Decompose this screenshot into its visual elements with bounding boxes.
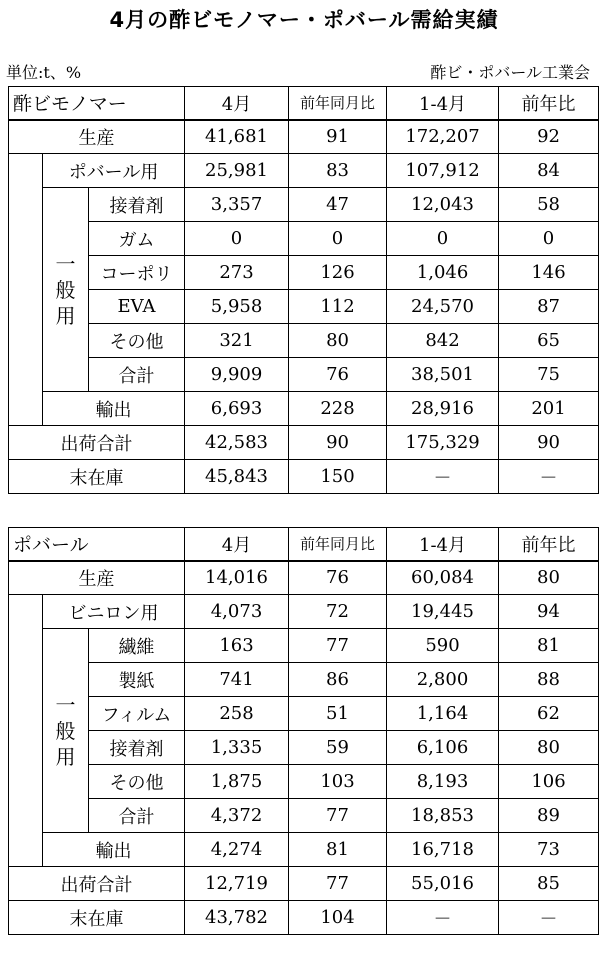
cell: 4,274 <box>185 833 289 867</box>
cell: 18,853 <box>387 799 499 833</box>
cell: 9,909 <box>185 358 289 392</box>
general-use-char: 用 <box>55 303 76 328</box>
table-row <box>9 154 599 188</box>
cell: 94 <box>499 595 599 629</box>
cell: 5,958 <box>185 290 289 324</box>
poval-table <box>8 527 599 935</box>
row-label: 合計 <box>89 358 185 392</box>
cell: 77 <box>289 867 387 901</box>
cell: 590 <box>387 629 499 663</box>
cell: 12,043 <box>387 188 499 222</box>
cell: 72 <box>289 595 387 629</box>
cell: 2,800 <box>387 663 499 697</box>
row-label: 生産 <box>9 561 185 595</box>
monomer-table <box>8 86 599 494</box>
cell: 321 <box>185 324 289 358</box>
cell: 104 <box>289 901 387 935</box>
cell: 0 <box>185 222 289 256</box>
cell: 106 <box>499 765 599 799</box>
cell: 87 <box>499 290 599 324</box>
cell: － <box>387 901 499 935</box>
cell: 25,981 <box>185 154 289 188</box>
table-row <box>9 901 599 935</box>
cell: 80 <box>289 324 387 358</box>
cell: 90 <box>499 426 599 460</box>
cell: 92 <box>499 120 599 154</box>
cell: 6,106 <box>387 731 499 765</box>
cell: 77 <box>289 629 387 663</box>
cell: 38,501 <box>387 358 499 392</box>
cell: 741 <box>185 663 289 697</box>
row-label: 末在庫 <box>9 460 185 494</box>
cell: 75 <box>499 358 599 392</box>
row-label: 生産 <box>9 120 185 154</box>
table-header-row <box>9 528 599 561</box>
cell: 146 <box>499 256 599 290</box>
row-label: ポバール用 <box>43 154 185 188</box>
table-row <box>9 697 599 731</box>
cell: 80 <box>499 561 599 595</box>
page-title: 4月の酢ビモノマー・ポバール需給実績 <box>109 8 499 32</box>
cell: 112 <box>289 290 387 324</box>
cell: 258 <box>185 697 289 731</box>
row-label: 出荷合計 <box>9 426 185 460</box>
table-row <box>9 358 599 392</box>
table-row <box>9 629 599 663</box>
cell: 4,372 <box>185 799 289 833</box>
cell: 41,681 <box>185 120 289 154</box>
table-header-row <box>9 87 599 120</box>
cell: 201 <box>499 392 599 426</box>
cell: 14,016 <box>185 561 289 595</box>
cell: 103 <box>289 765 387 799</box>
table-row <box>9 595 599 629</box>
header-cell: 前年同月比 <box>289 528 387 561</box>
cell: 0 <box>289 222 387 256</box>
cell: 81 <box>499 629 599 663</box>
cell: 1,164 <box>387 697 499 731</box>
cell: 91 <box>289 120 387 154</box>
general-use-label <box>43 629 89 833</box>
indent-cell <box>9 595 43 867</box>
header-cell: 1-4月 <box>387 528 499 561</box>
cell: 8,193 <box>387 765 499 799</box>
cell: － <box>499 901 599 935</box>
cell: 85 <box>499 867 599 901</box>
cell: 60,084 <box>387 561 499 595</box>
table-row <box>9 222 599 256</box>
cell: 3,357 <box>185 188 289 222</box>
general-use-char: 一 <box>55 692 76 717</box>
cell: 175,329 <box>387 426 499 460</box>
row-label: その他 <box>89 765 185 799</box>
row-label: 接着剤 <box>89 731 185 765</box>
cell: 1,335 <box>185 731 289 765</box>
unit-label: 単位:t、% <box>6 63 82 82</box>
table-row <box>9 460 599 494</box>
table-row <box>9 324 599 358</box>
row-label: ガム <box>89 222 185 256</box>
header-cell: 前年比 <box>499 528 599 561</box>
general-use-char: 一 <box>55 251 76 276</box>
cell: 1,875 <box>185 765 289 799</box>
table-row <box>9 731 599 765</box>
row-label: 合計 <box>89 799 185 833</box>
row-label: コーポリ <box>89 256 185 290</box>
cell: 28,916 <box>387 392 499 426</box>
cell: 228 <box>289 392 387 426</box>
cell: 12,719 <box>185 867 289 901</box>
cell: － <box>499 460 599 494</box>
row-label: ビニロン用 <box>43 595 185 629</box>
table-row <box>9 290 599 324</box>
cell: 59 <box>289 731 387 765</box>
general-use-char: 用 <box>55 744 76 769</box>
row-label: EVA <box>89 290 185 324</box>
cell: 273 <box>185 256 289 290</box>
cell: 16,718 <box>387 833 499 867</box>
cell: 150 <box>289 460 387 494</box>
row-label: 輸出 <box>43 392 185 426</box>
table-row <box>9 188 599 222</box>
general-use-char: 般 <box>55 277 76 302</box>
cell: 42,583 <box>185 426 289 460</box>
cell: 62 <box>499 697 599 731</box>
cell: 88 <box>499 663 599 697</box>
row-label: 出荷合計 <box>9 867 185 901</box>
cell: 83 <box>289 154 387 188</box>
row-label: 繊維 <box>89 629 185 663</box>
table-row <box>9 799 599 833</box>
cell: 84 <box>499 154 599 188</box>
row-label: 末在庫 <box>9 901 185 935</box>
cell: 0 <box>499 222 599 256</box>
header-cell: ポバール <box>9 528 185 561</box>
row-label: 輸出 <box>43 833 185 867</box>
cell: 43,782 <box>185 901 289 935</box>
header-cell: 前年同月比 <box>289 87 387 120</box>
cell: － <box>387 460 499 494</box>
header-cell: 1-4月 <box>387 87 499 120</box>
table-row <box>9 663 599 697</box>
cell: 58 <box>499 188 599 222</box>
table-row <box>9 765 599 799</box>
cell: 86 <box>289 663 387 697</box>
cell: 81 <box>289 833 387 867</box>
table-row <box>9 392 599 426</box>
cell: 55,016 <box>387 867 499 901</box>
source-label: 酢ビ・ポバール工業会 <box>430 63 590 82</box>
cell: 47 <box>289 188 387 222</box>
header-cell: 4月 <box>185 87 289 120</box>
table-row <box>9 426 599 460</box>
cell: 172,207 <box>387 120 499 154</box>
cell: 65 <box>499 324 599 358</box>
cell: 76 <box>289 358 387 392</box>
cell: 80 <box>499 731 599 765</box>
cell: 1,046 <box>387 256 499 290</box>
table-row <box>9 120 599 154</box>
header-cell: 4月 <box>185 528 289 561</box>
cell: 73 <box>499 833 599 867</box>
header-cell: 酢ビモノマー <box>9 87 185 120</box>
row-label: フィルム <box>89 697 185 731</box>
cell: 0 <box>387 222 499 256</box>
general-use-label <box>43 188 89 392</box>
cell: 4,073 <box>185 595 289 629</box>
general-use-char: 般 <box>55 718 76 743</box>
cell: 842 <box>387 324 499 358</box>
indent-cell <box>9 154 43 426</box>
cell: 24,570 <box>387 290 499 324</box>
cell: 6,693 <box>185 392 289 426</box>
row-label: その他 <box>89 324 185 358</box>
header-cell: 前年比 <box>499 87 599 120</box>
cell: 77 <box>289 799 387 833</box>
cell: 76 <box>289 561 387 595</box>
cell: 126 <box>289 256 387 290</box>
cell: 45,843 <box>185 460 289 494</box>
cell: 51 <box>289 697 387 731</box>
cell: 90 <box>289 426 387 460</box>
table-row <box>9 867 599 901</box>
cell: 107,912 <box>387 154 499 188</box>
cell: 19,445 <box>387 595 499 629</box>
table-row <box>9 833 599 867</box>
table-row <box>9 256 599 290</box>
table-row <box>9 561 599 595</box>
cell: 163 <box>185 629 289 663</box>
row-label: 製紙 <box>89 663 185 697</box>
row-label: 接着剤 <box>89 188 185 222</box>
cell: 89 <box>499 799 599 833</box>
